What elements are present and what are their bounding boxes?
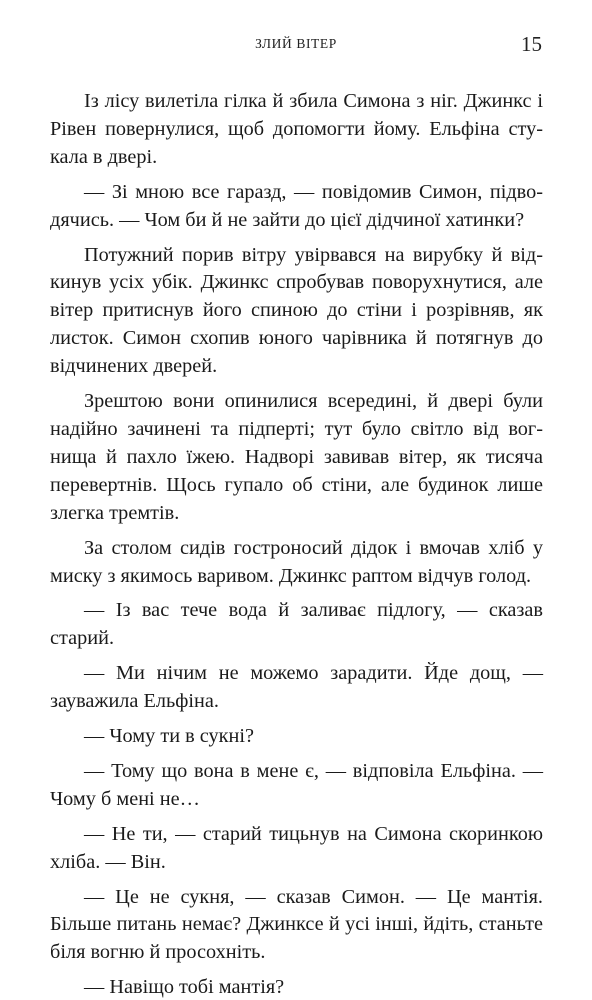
paragraph: Зрештою вони опинилися всередині, й двері були надійно зачинені та підперті; тут було світло від вогнища й пахло їжею. Надворі завивав вітер, як тисяча перевертнів. Щось гупало об стіни, але будинок лише злегка тремтів. <box>50 390 543 524</box>
paragraph: — Із вас тече вода й заливає підлогу, — сказав старий. <box>50 599 543 650</box>
paragraph: За столом сидів гостроносий дідок і вмочав хліб у миску з якимось варивом. Джинкс раптом відчув голод. <box>50 536 543 587</box>
paragraph: — Не ти, — старий тицьнув на Симона скоринкою хліба. — Він. <box>50 822 543 873</box>
body-text <box>50 88 543 1000</box>
paragraph: — Чому ти в сукні? <box>84 725 254 748</box>
running-title: ЗЛИЙ ВІТЕР <box>255 36 337 51</box>
paragraph: — Навіщо тобі мантія? <box>84 976 285 999</box>
paragraph: Із лісу вилетіла гілка й збила Симона з ніг. Джинкс і Рівен повернулися, щоб допомогти йому. Ельфіна стукала в двері. <box>50 90 543 168</box>
running-head <box>0 34 592 56</box>
paragraph: — Тому що вона в мене є, — відповіла Ельфіна. — Чому б мені не… <box>50 759 543 810</box>
paragraph: — Це не сукня, — сказав Симон. — Це мантія. Більше питань немає? Джинксе й усі інші, йдіть, станьте біля вогню й просохніть. <box>50 885 543 964</box>
paragraph: — Ми нічим не можемо зарадити. Йде дощ, — зауважила Ельфіна. <box>50 662 543 713</box>
page-number: 15 <box>521 32 542 56</box>
paragraph: — Зі мною все гаразд, — повідомив Симон, підводячись. — Чом би й не зайти до цієї дідчиної хатинки? <box>50 180 543 231</box>
paragraph: Потужний порив вітру увірвався на вирубку й відкинув усіх убік. Джинкс спробував поворухнутися, але вітер притиснув його спиною до стіни і розрівняв, як листок. Симон схопив юного чарівника й потягнув до відчинених дверей. <box>50 243 543 378</box>
